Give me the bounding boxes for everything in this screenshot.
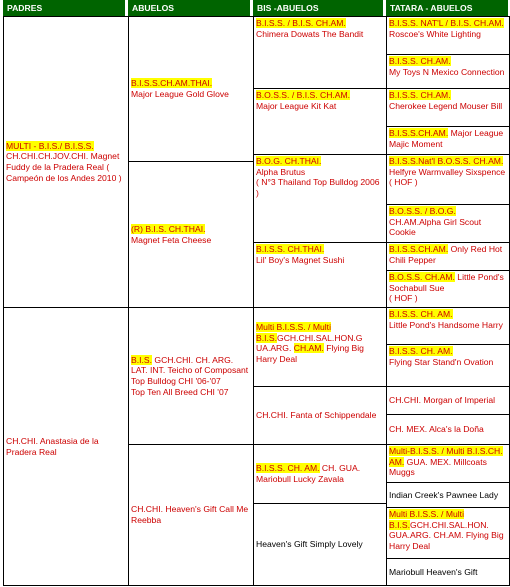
- ancestor-3-name: Cherokee Legend Mouser Bill: [389, 100, 503, 111]
- great-grandparent-3-note: ( N°3 Thailand Top Bulldog 2006 ): [256, 177, 380, 198]
- great-grandparent-cell-3: [253, 154, 387, 243]
- ancestor-9-titles: B.I.S.S. CH. AM.: [389, 309, 453, 319]
- ancestor-2-name: My Toys N Mexico Connection: [389, 66, 505, 77]
- ancestor-2-titles: B.I.S.S. CH.AM.: [389, 56, 451, 66]
- ancestor-15-titles-2: B.I.S.: [389, 519, 411, 530]
- grandparent-1-name: Major League Gold Glove: [131, 89, 229, 99]
- great-grandparent-1-name: Chimera Dowats The Bandit: [256, 28, 364, 39]
- header-bis-abuelos: BIS -ABUELOS: [253, 0, 383, 16]
- great-grandparent-6-name: CH.CHI. Fanta of Schippendale: [256, 410, 377, 421]
- great-grandparent-3-name: Alpha Brutus: [256, 166, 306, 177]
- ancestor-6-titles: B.O.S.S. / B.O.G.: [389, 206, 456, 216]
- great-grandparent-5-titles-4: CH.AM.: [293, 343, 324, 354]
- grandparent-3-note-2: Top Ten All Breed CHI '07: [131, 386, 229, 397]
- ancestor-cell-16: [386, 558, 510, 586]
- ancestor-10-name: Flying Star Stand'n Ovation: [389, 356, 494, 367]
- ancestor-cell-13: [386, 444, 510, 483]
- dam-name: CH.CHI. Anastasia de la Pradera Real: [6, 435, 99, 457]
- ancestor-10-titles: B.I.S.S. CH. AM.: [389, 346, 453, 356]
- great-grandparent-1-titles: B.I.S.S. / B.I.S. CH.AM.: [256, 18, 346, 28]
- great-grandparent-5-titles-2: B.I.S.: [256, 332, 278, 343]
- great-grandparent-7-titles: B.I.S.S. CH. AM.: [256, 463, 320, 473]
- ancestor-cell-5: [386, 154, 510, 205]
- dam-cell: [3, 307, 129, 586]
- ancestor-5-titles: B.I.S.S.Nat'l B.O.S.S. CH.AM.: [389, 156, 504, 166]
- ancestor-5-note: ( HOF ): [389, 177, 418, 188]
- grandparent-cell-3: [128, 307, 254, 445]
- ancestor-cell-2: [386, 54, 510, 89]
- great-grandparent-5-titles-1: Multi B.I.S.S. / Multi: [256, 322, 331, 332]
- ancestor-7-titles: B.I.S.S.CH.AM.: [389, 244, 449, 254]
- header-abuelos: ABUELOS: [128, 0, 250, 16]
- ancestor-cell-9: [386, 307, 510, 345]
- ancestor-cell-4: [386, 126, 510, 155]
- ancestor-9-name: Little Pond's Handsome Harry: [389, 319, 503, 330]
- great-grandparent-2-titles: B.O.S.S. / B.I.S. CH.AM.: [256, 90, 351, 100]
- ancestor-12-name: CH. MEX. Alca's la Doña: [389, 424, 484, 435]
- great-grandparent-4-name: Lil' Boy's Magnet Sushi: [256, 254, 345, 265]
- ancestor-cell-1: [386, 16, 510, 55]
- sire-titles: MULTI - B.I.S./ B.I.S.S.: [6, 140, 94, 151]
- ancestor-4-name: Major League Majic Moment: [389, 128, 504, 149]
- ancestor-cell-11: [386, 386, 510, 415]
- ancestor-6-name: CH.AM.Alpha Girl Scout Cookie: [389, 216, 482, 238]
- grandparent-3-titles: B.I.S.: [131, 354, 153, 365]
- ancestor-7-name: Only Red Hot Chili Pepper: [389, 244, 503, 265]
- great-grandparent-7-name: CH. GUA. Mariobull Lucky Zavala: [256, 463, 361, 484]
- ancestor-11-name: CH.CHI. Morgan of Imperial: [389, 395, 496, 406]
- great-grandparent-3-titles: B.O.G. CH.THAI.: [256, 156, 322, 166]
- ancestor-8-titles: B.O.S.S. CH.AM.: [389, 272, 455, 282]
- grandparent-cell-4: [128, 444, 254, 586]
- ancestor-cell-3: [386, 88, 510, 127]
- ancestor-cell-15: [386, 507, 510, 559]
- ancestor-13-name: GUA. MEX. Millcoats Muggs: [389, 456, 487, 478]
- ancestor-15-name: GCH.CHI.SAL.HON. GUA.ARG. CH.AM. Flying Big Harry Deal: [389, 519, 504, 551]
- great-grandparent-cell-7: [253, 444, 387, 504]
- ancestor-cell-8: [386, 270, 510, 308]
- ancestor-13-titles: Multi-B.I.S.S. / Multi B.I.S.CH. AM.: [389, 446, 503, 467]
- great-grandparent-cell-6: [253, 386, 387, 445]
- ancestor-1-name: Roscoe's White Lighting: [389, 28, 481, 39]
- grandparent-4-name: CH.CHI. Heaven's Gift Call Me Reebba: [131, 504, 249, 525]
- great-grandparent-8-name: Heaven's Gift Simply Lovely: [256, 539, 363, 550]
- grandparent-2-name: Magnet Feta Cheese: [131, 234, 212, 245]
- ancestor-cell-6: [386, 204, 510, 243]
- great-grandparent-4-titles: B.I.S.S. CH.THAI.: [256, 244, 325, 254]
- great-grandparent-5-name: Flying Big Harry Deal: [256, 343, 364, 364]
- ancestor-1-titles: B.I.S.S. NAT'L / B.I.S. CH.AM.: [389, 18, 504, 28]
- ancestor-15-titles-1: Multi B.I.S.S. / Multi: [389, 509, 464, 519]
- sire-cell: [3, 16, 129, 308]
- great-grandparent-2-name: Major League Kit Kat: [256, 100, 337, 111]
- great-grandparent-cell-4: [253, 242, 387, 308]
- grandparent-3-note-1: Top Bulldog CHI '06-'07: [131, 376, 221, 386]
- ancestor-5-name: Helfyre Warmvalley Sixspence: [389, 166, 506, 177]
- grandparent-1-titles: B.I.S.S.CH.AM.THAI.: [131, 78, 213, 89]
- great-grandparent-cell-5: [253, 307, 387, 387]
- ancestor-cell-14: [386, 482, 510, 508]
- great-grandparent-cell-2: [253, 88, 387, 155]
- grandparent-3-name: GCH.CHI. CH. ARG. LAT. INT. Teicho of Composant: [131, 354, 249, 376]
- ancestor-14-name: Indian Creek's Pawnee Lady: [389, 489, 499, 500]
- grandparent-cell-2: [128, 161, 254, 308]
- ancestor-4-titles: B.I.S.S.CH.AM.: [389, 128, 449, 138]
- ancestor-16-name: Mariobull Heaven's Gift: [389, 566, 478, 577]
- header-padres: PADRES: [3, 0, 125, 16]
- ancestor-8-note: ( HOF ): [389, 293, 418, 304]
- grandparent-cell-1: [128, 16, 254, 162]
- ancestor-8-name: Little Pond's Sochabull Sue: [389, 272, 504, 293]
- header-tatara-abuelos: TATARA - ABUELOS: [386, 0, 508, 16]
- great-grandparent-cell-8: [253, 503, 387, 586]
- great-grandparent-cell-1: [253, 16, 387, 89]
- ancestor-cell-7: [386, 242, 510, 271]
- great-grandparent-5-titles-3: GCH.CHI.SAL.HON.G UA.ARG.: [256, 332, 363, 354]
- ancestor-3-titles: B.I.S.S. CH.AM.: [389, 90, 451, 100]
- sire-name: CH.CHI.CH.JOV.CHI. Magnet Fuddy de la Pradera Real ( Campeón de los Andes 2010 ): [6, 151, 122, 183]
- grandparent-2-titles: (R) B.I.S. CH.THAI.: [131, 223, 206, 234]
- ancestor-cell-10: [386, 344, 510, 387]
- ancestor-cell-12: [386, 414, 510, 445]
